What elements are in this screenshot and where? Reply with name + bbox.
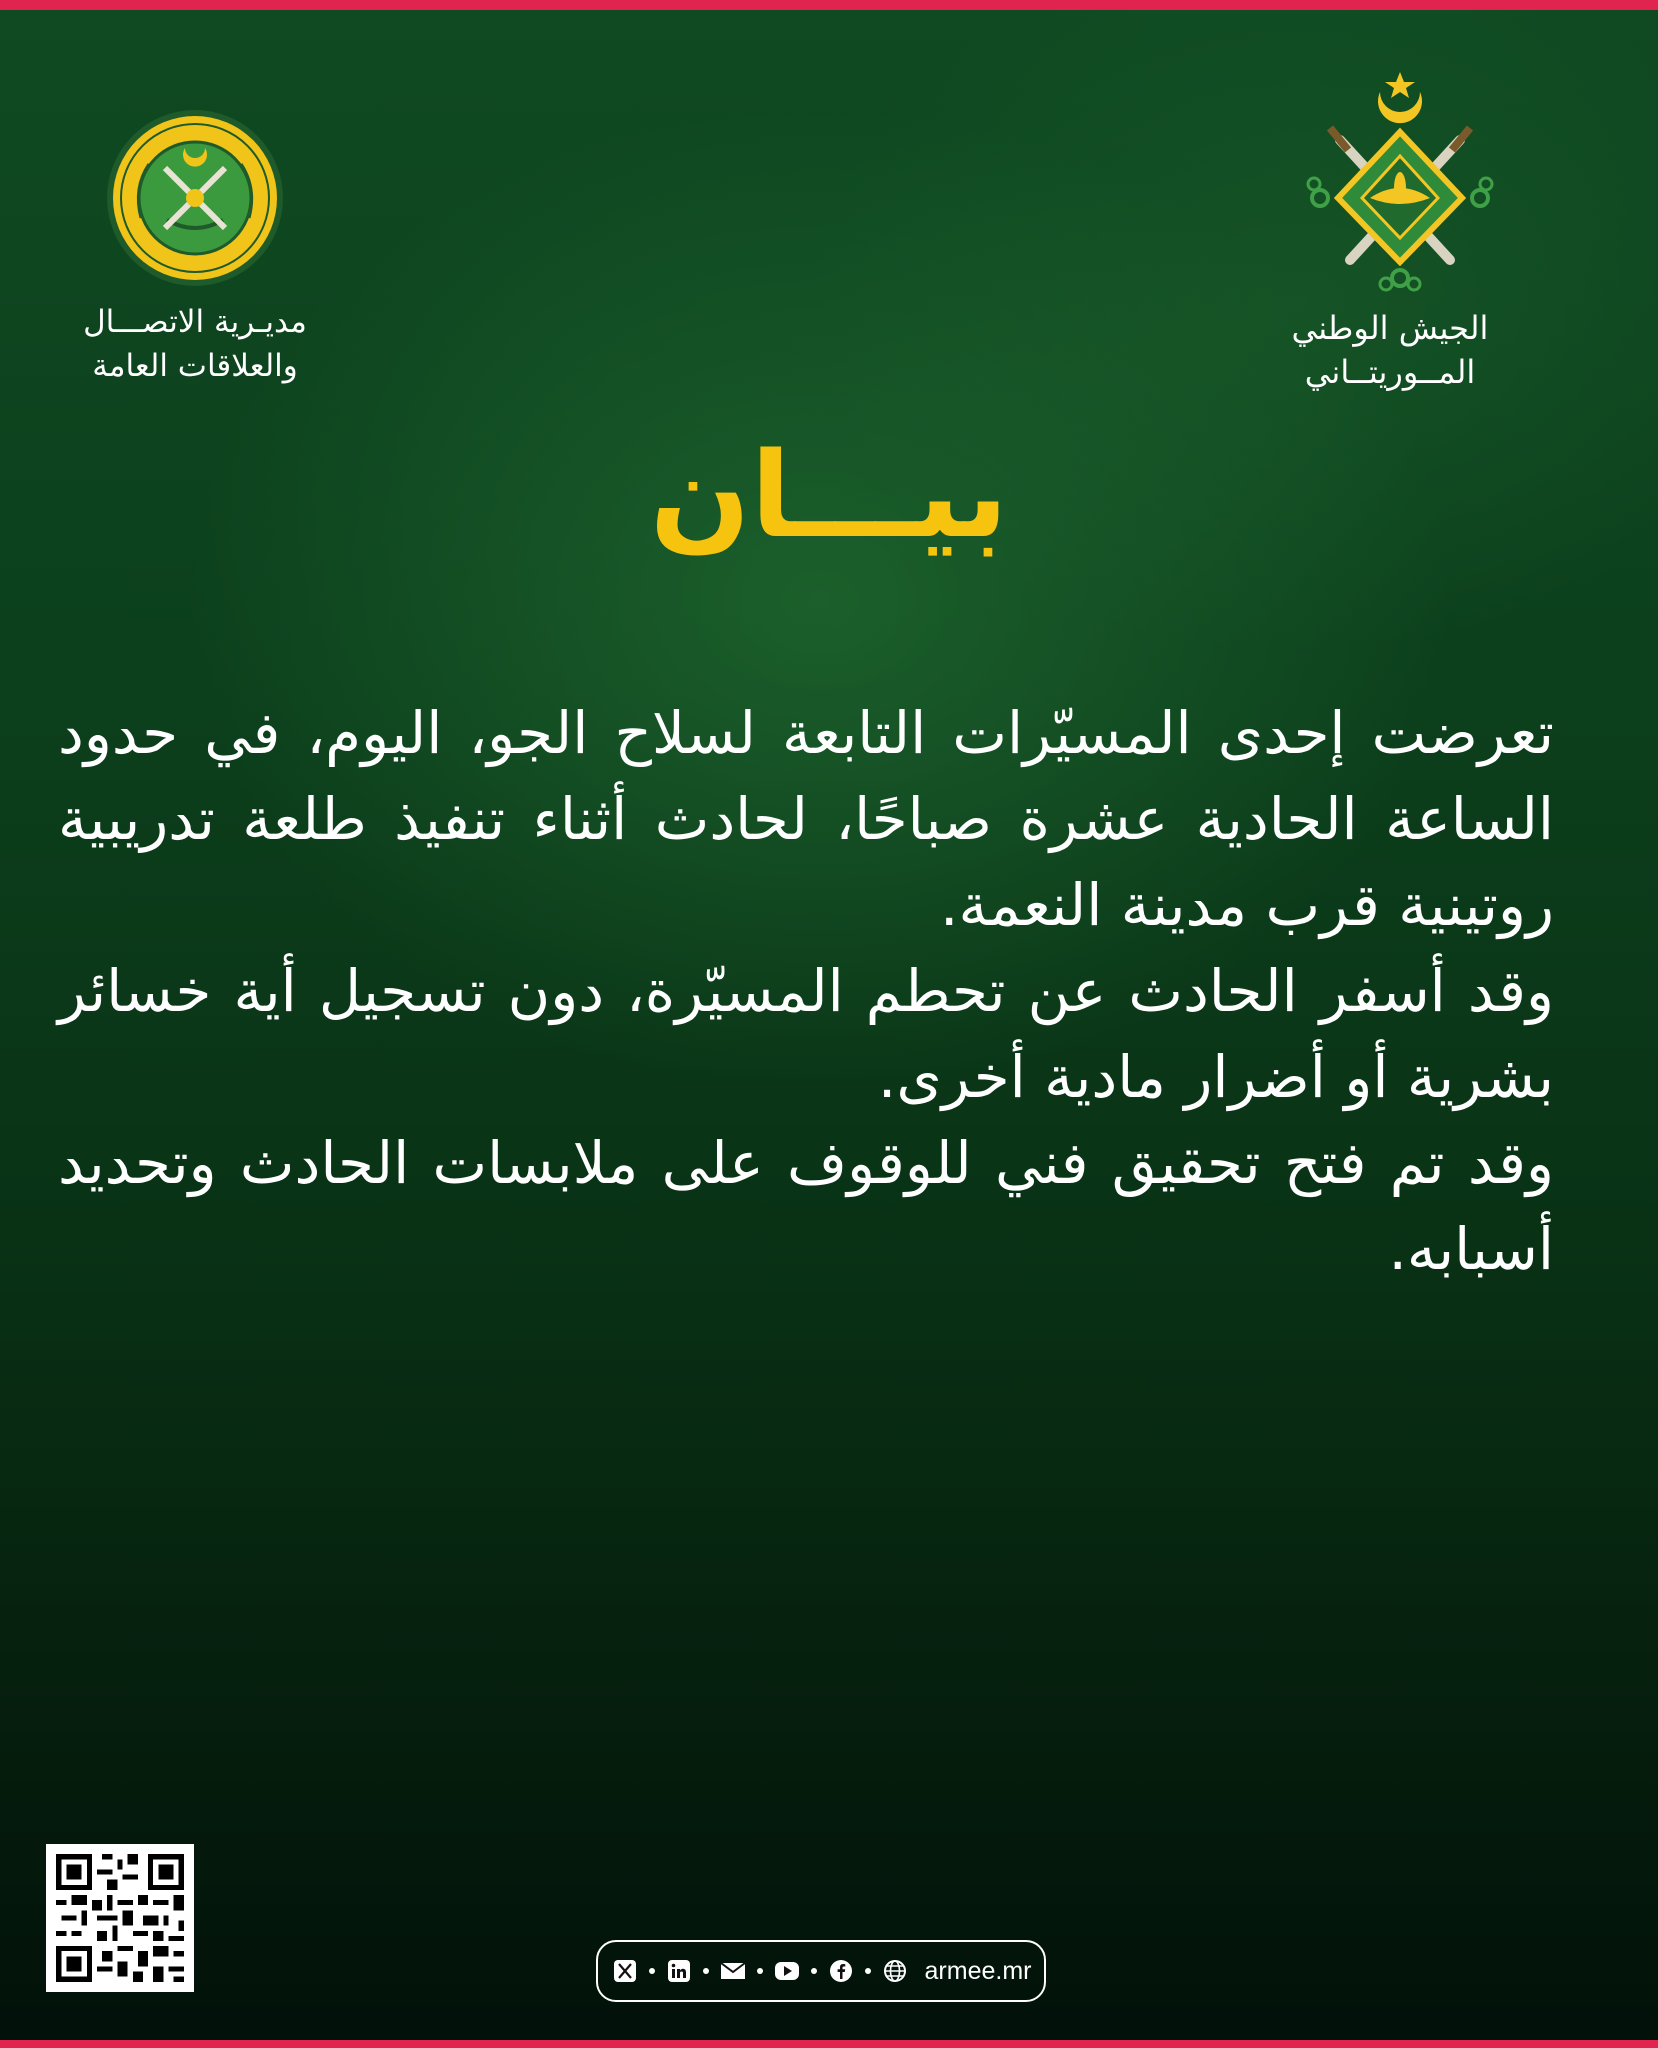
website-link[interactable]: armee.mr xyxy=(924,1956,1032,1985)
bottom-accent-bar xyxy=(0,2040,1658,2048)
army-name-line2: المــوريتــاني xyxy=(1304,353,1476,391)
army-emblem-icon xyxy=(1300,70,1500,300)
top-accent-bar xyxy=(0,0,1658,10)
directorate-name-line1: مديـرية الاتصـــال xyxy=(83,304,307,340)
army-name xyxy=(1240,306,1540,394)
separator-dot xyxy=(703,1968,709,1974)
separator-dot xyxy=(757,1968,763,1974)
facebook-icon[interactable] xyxy=(827,1957,855,1985)
x-icon[interactable] xyxy=(611,1957,639,1985)
separator-dot xyxy=(811,1968,817,1974)
statement-body xyxy=(58,690,1554,1292)
body-paragraph-2: وقد أسفر الحادث عن تحطم المسيّرة، دون تسجيل أية خسائر بشرية أو أضرار مادية أخرى. xyxy=(58,957,1554,1111)
globe-icon xyxy=(881,1957,909,1985)
social-links-bar xyxy=(596,1940,1046,2002)
directorate-name-line2: والعلاقات العامة xyxy=(92,348,298,384)
body-paragraph-1: تعرضت إحدى المسيّرات التابعة لسلاح الجو، اليوم، في حدود الساعة الحادية عشرة صباحًا، لحادث أثناء تنفيذ طلعة تدريبية روتينية قرب مدينة النعمة. xyxy=(58,699,1554,939)
qr-code-icon[interactable] xyxy=(46,1844,194,1992)
youtube-icon[interactable] xyxy=(773,1957,801,1985)
separator-dot xyxy=(649,1968,655,1974)
separator-dot xyxy=(865,1968,871,1974)
statement-title: بيـــان xyxy=(649,426,1009,564)
linkedin-icon[interactable] xyxy=(665,1957,693,1985)
army-name-line1: الجيش الوطني xyxy=(1291,309,1489,347)
communication-directorate-seal-icon xyxy=(105,108,285,288)
directorate-name xyxy=(50,300,340,388)
mail-icon[interactable] xyxy=(719,1957,747,1985)
body-paragraph-3: وقد تم فتح تحقيق فني للوقوف على ملابسات الحادث وتحديد أسبابه. xyxy=(58,1129,1554,1283)
